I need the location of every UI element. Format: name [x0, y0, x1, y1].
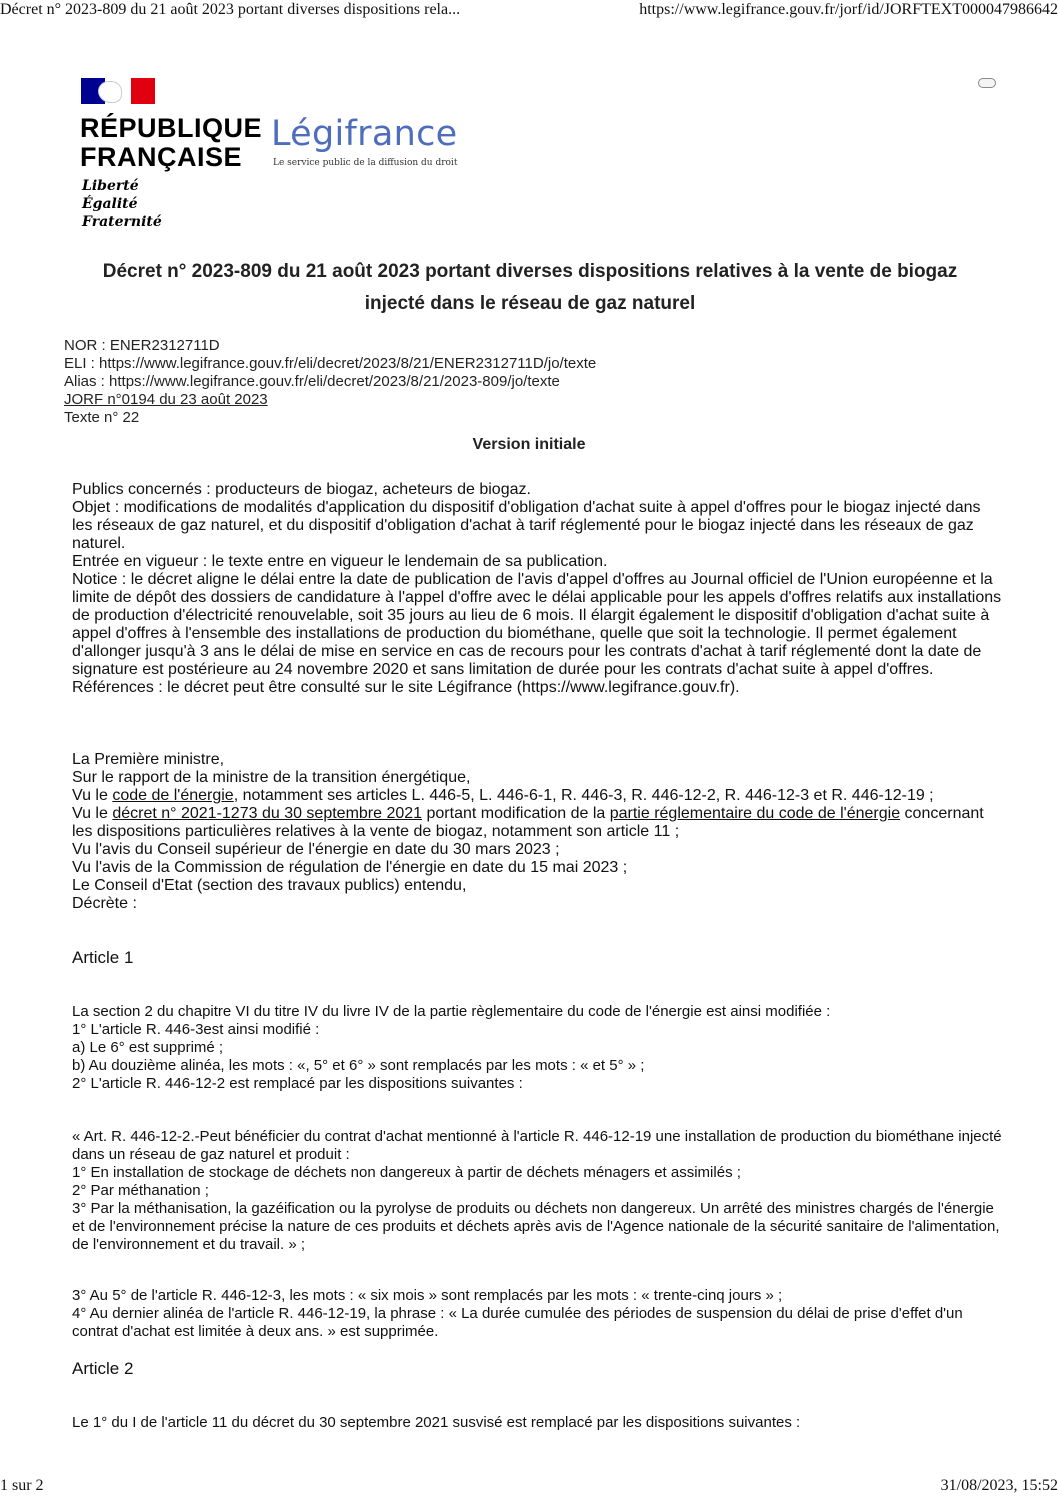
visa-line: La Première ministre, [72, 751, 225, 768]
print-header-url: https://www.legifrance.gouv.fr/jorf/id/JORFTEXT000047986642 [639, 1, 1058, 18]
visa-line: Vu le décret n° 2021-1273 du 30 septembre 2021 portant modification de la partie réglementaire du code de l'énergie concernant les dispositions particulières relatives à la vente de biogaz, notamment son article 11 ; [72, 805, 984, 840]
article-paragraph: 1° L'article R. 446-3est ainsi modifié : [72, 1021, 320, 1038]
motto-fraternite: Fraternité [82, 214, 162, 230]
version-label: Version initiale [472, 436, 586, 453]
article-2-text: Le 1° du I de l'article 11 du décret du 30 septembre 2021 susvisé est remplacé par les dispositions suivantes : [72, 1414, 801, 1431]
print-datetime: 31/08/2023, 15:52 [940, 1477, 1058, 1494]
print-footer [0, 1476, 1058, 1496]
article-paragraph: b) Au douzième alinéa, les mots : «, 5° et 6° » sont remplacés par les mots : « et 5° » ; [72, 1057, 645, 1074]
article-1-block-2 [72, 1128, 1007, 1254]
partie-reglementaire-link[interactable]: partie réglementaire du code de l'énergie [609, 805, 901, 822]
document-title: Décret n° 2023-809 du 21 août 2023 portant diverses dispositions relatives à la vente de biogaz injecté dans le réseau de gaz naturel [102, 261, 958, 314]
article-paragraph: 4° Au dernier alinéa de l'article R. 446-12-19, la phrase : « La durée cumulée des périodes de suspension du délai de prise d'effet d'un contrat d'achat est limitée à deux ans. » est supprimée. [72, 1305, 963, 1340]
notice-entree-vigueur: Entrée en vigueur : le texte entre en vigueur le lendemain de sa publication. [72, 553, 608, 570]
article-2-heading: Article 2 [72, 1359, 134, 1378]
republic-motto [82, 177, 162, 231]
notice-objet: Objet : modifications de modalités d'application du dispositif d'obligation d'achat suite à appel d'offres pour le biogaz injecté dans les réseaux de gaz naturel, et du dispositif d'obligation d'achat à tarif réglementé pour le biogaz injecté dans les réseaux de gaz naturel. [72, 499, 981, 552]
document-metadata [64, 337, 964, 427]
notice-references: Références : le décret peut être consulté sur le site Légifrance (https://www.legifrance.gouv.fr). [72, 679, 740, 696]
article-paragraph: a) Le 6° est supprimé ; [72, 1039, 224, 1056]
republique-francaise-logo [80, 114, 262, 172]
article-paragraph: 3° Par la méthanisation, la gazéification ou la pyrolyse de produits ou déchets non dangereux. Un arrêté des ministres chargés de l'énergie et de l'environnement précise la nature de ces produits et déchets après avis de l'Agence nationale de la sécurité sanitaire de l'alimentation, de l'environnement et du travail. » ; [72, 1200, 1000, 1253]
notice-text: Notice : le décret aligne le délai entre la date de publication de l'avis d'appel d'offres au Journal officiel de l'Union européenne et la limite de dépôt des dossiers de candidature à l'appel d'offre avec le délai applicable pour les appels d'offres relatifs aux installations de production d'électricité renouvelable, soit 35 jours au lieu de 6 mois. Il élargit également le dispositif d'obligation d'achat suite à appel d'offres à l'ensemble des installations de production du biométhane, quelle que soit la technologie. Il permet également d'allonger jusqu'à 3 ans le délai de mise en service en cas de recours pour les contrats d'achat à tarif réglementé dont la date de signature est postérieure au 24 novembre 2020 et sans limitation de durée pour les contrats d'achat suite à appel d'offres. [72, 571, 1002, 678]
code-energie-link[interactable]: code de l'énergie [112, 787, 234, 804]
article-paragraph: 2° Par méthanation ; [72, 1182, 209, 1199]
motto-egalite: Égalité [82, 196, 138, 212]
print-header-title: Décret n° 2023-809 du 21 août 2023 portant diverses dispositions rela... [0, 1, 461, 18]
article-1-block-3 [72, 1287, 1007, 1341]
motto-liberte: Liberté [82, 178, 139, 194]
decret-2021-1273-link[interactable]: décret n° 2021-1273 du 30 septembre 2021 [112, 805, 423, 822]
logo-republique: RÉPUBLIQUE [80, 113, 263, 143]
toggle-switch[interactable] [978, 78, 996, 88]
article-1-block-1 [72, 1003, 1007, 1093]
visa-line: Vu l'avis du Conseil supérieur de l'énergie en date du 30 mars 2023 ; [72, 841, 560, 858]
marianne-flag-logo [81, 78, 155, 104]
eli-reference: ELI : https://www.legifrance.gouv.fr/eli/decret/2023/8/21/ENER2312711D/jo/texte [64, 355, 597, 372]
article-paragraph: La section 2 du chapitre VI du titre IV du livre IV de la partie règlementaire du code de l'énergie est ainsi modifiée : [72, 1003, 831, 1020]
texte-number: Texte n° 22 [64, 409, 140, 426]
print-header [0, 0, 1058, 20]
article-paragraph: « Art. R. 446-12-2.-Peut bénéficier du contrat d'achat mentionné à l'article R. 446-12-19 une installation de production du biométhane injecté dans un réseau de gaz naturel et produit : [72, 1128, 1002, 1163]
article-paragraph: 1° En installation de stockage de déchets non dangereux à partir de déchets ménagers et assimilés ; [72, 1164, 741, 1181]
visa-line: Le Conseil d'Etat (section des travaux publics) entendu, [72, 877, 467, 894]
legifrance-brand: Légifrance [271, 114, 458, 154]
alias-reference: Alias : https://www.legifrance.gouv.fr/eli/decret/2023/8/21/2023-809/jo/texte [64, 373, 560, 390]
visas-section [72, 751, 1002, 913]
article-paragraph: 3° Au 5° de l'article R. 446-12-3, les mots : « six mois » sont remplacés par les mots : « trente-cinq jours » ; [72, 1287, 783, 1304]
article-1-heading: Article 1 [72, 948, 134, 967]
nor-reference: NOR : ENER2312711D [64, 337, 220, 354]
notice-publics: Publics concernés : producteurs de biogaz, acheteurs de biogaz. [72, 481, 531, 498]
visa-line: Décrète : [72, 895, 137, 912]
visa-line: Vu l'avis de la Commission de régulation de l'énergie en date du 15 mai 2023 ; [72, 859, 628, 876]
notice-section [72, 481, 1002, 697]
legifrance-tagline: Le service public de la diffusion du droit [273, 158, 458, 168]
visa-line: Vu le code de l'énergie, notamment ses articles L. 446-5, L. 446-6-1, R. 446-3, R. 446-12-2, R. 446-12-3 et R. 446-12-19 ; [72, 787, 934, 804]
visa-line: Sur le rapport de la ministre de la transition énergétique, [72, 769, 471, 786]
page-number: 1 sur 2 [0, 1477, 44, 1494]
jorf-link[interactable]: JORF n°0194 du 23 août 2023 [64, 391, 268, 408]
article-paragraph: 2° L'article R. 446-12-2 est remplacé par les dispositions suivantes : [72, 1075, 523, 1092]
logo-francaise: FRANÇAISE [80, 142, 243, 172]
